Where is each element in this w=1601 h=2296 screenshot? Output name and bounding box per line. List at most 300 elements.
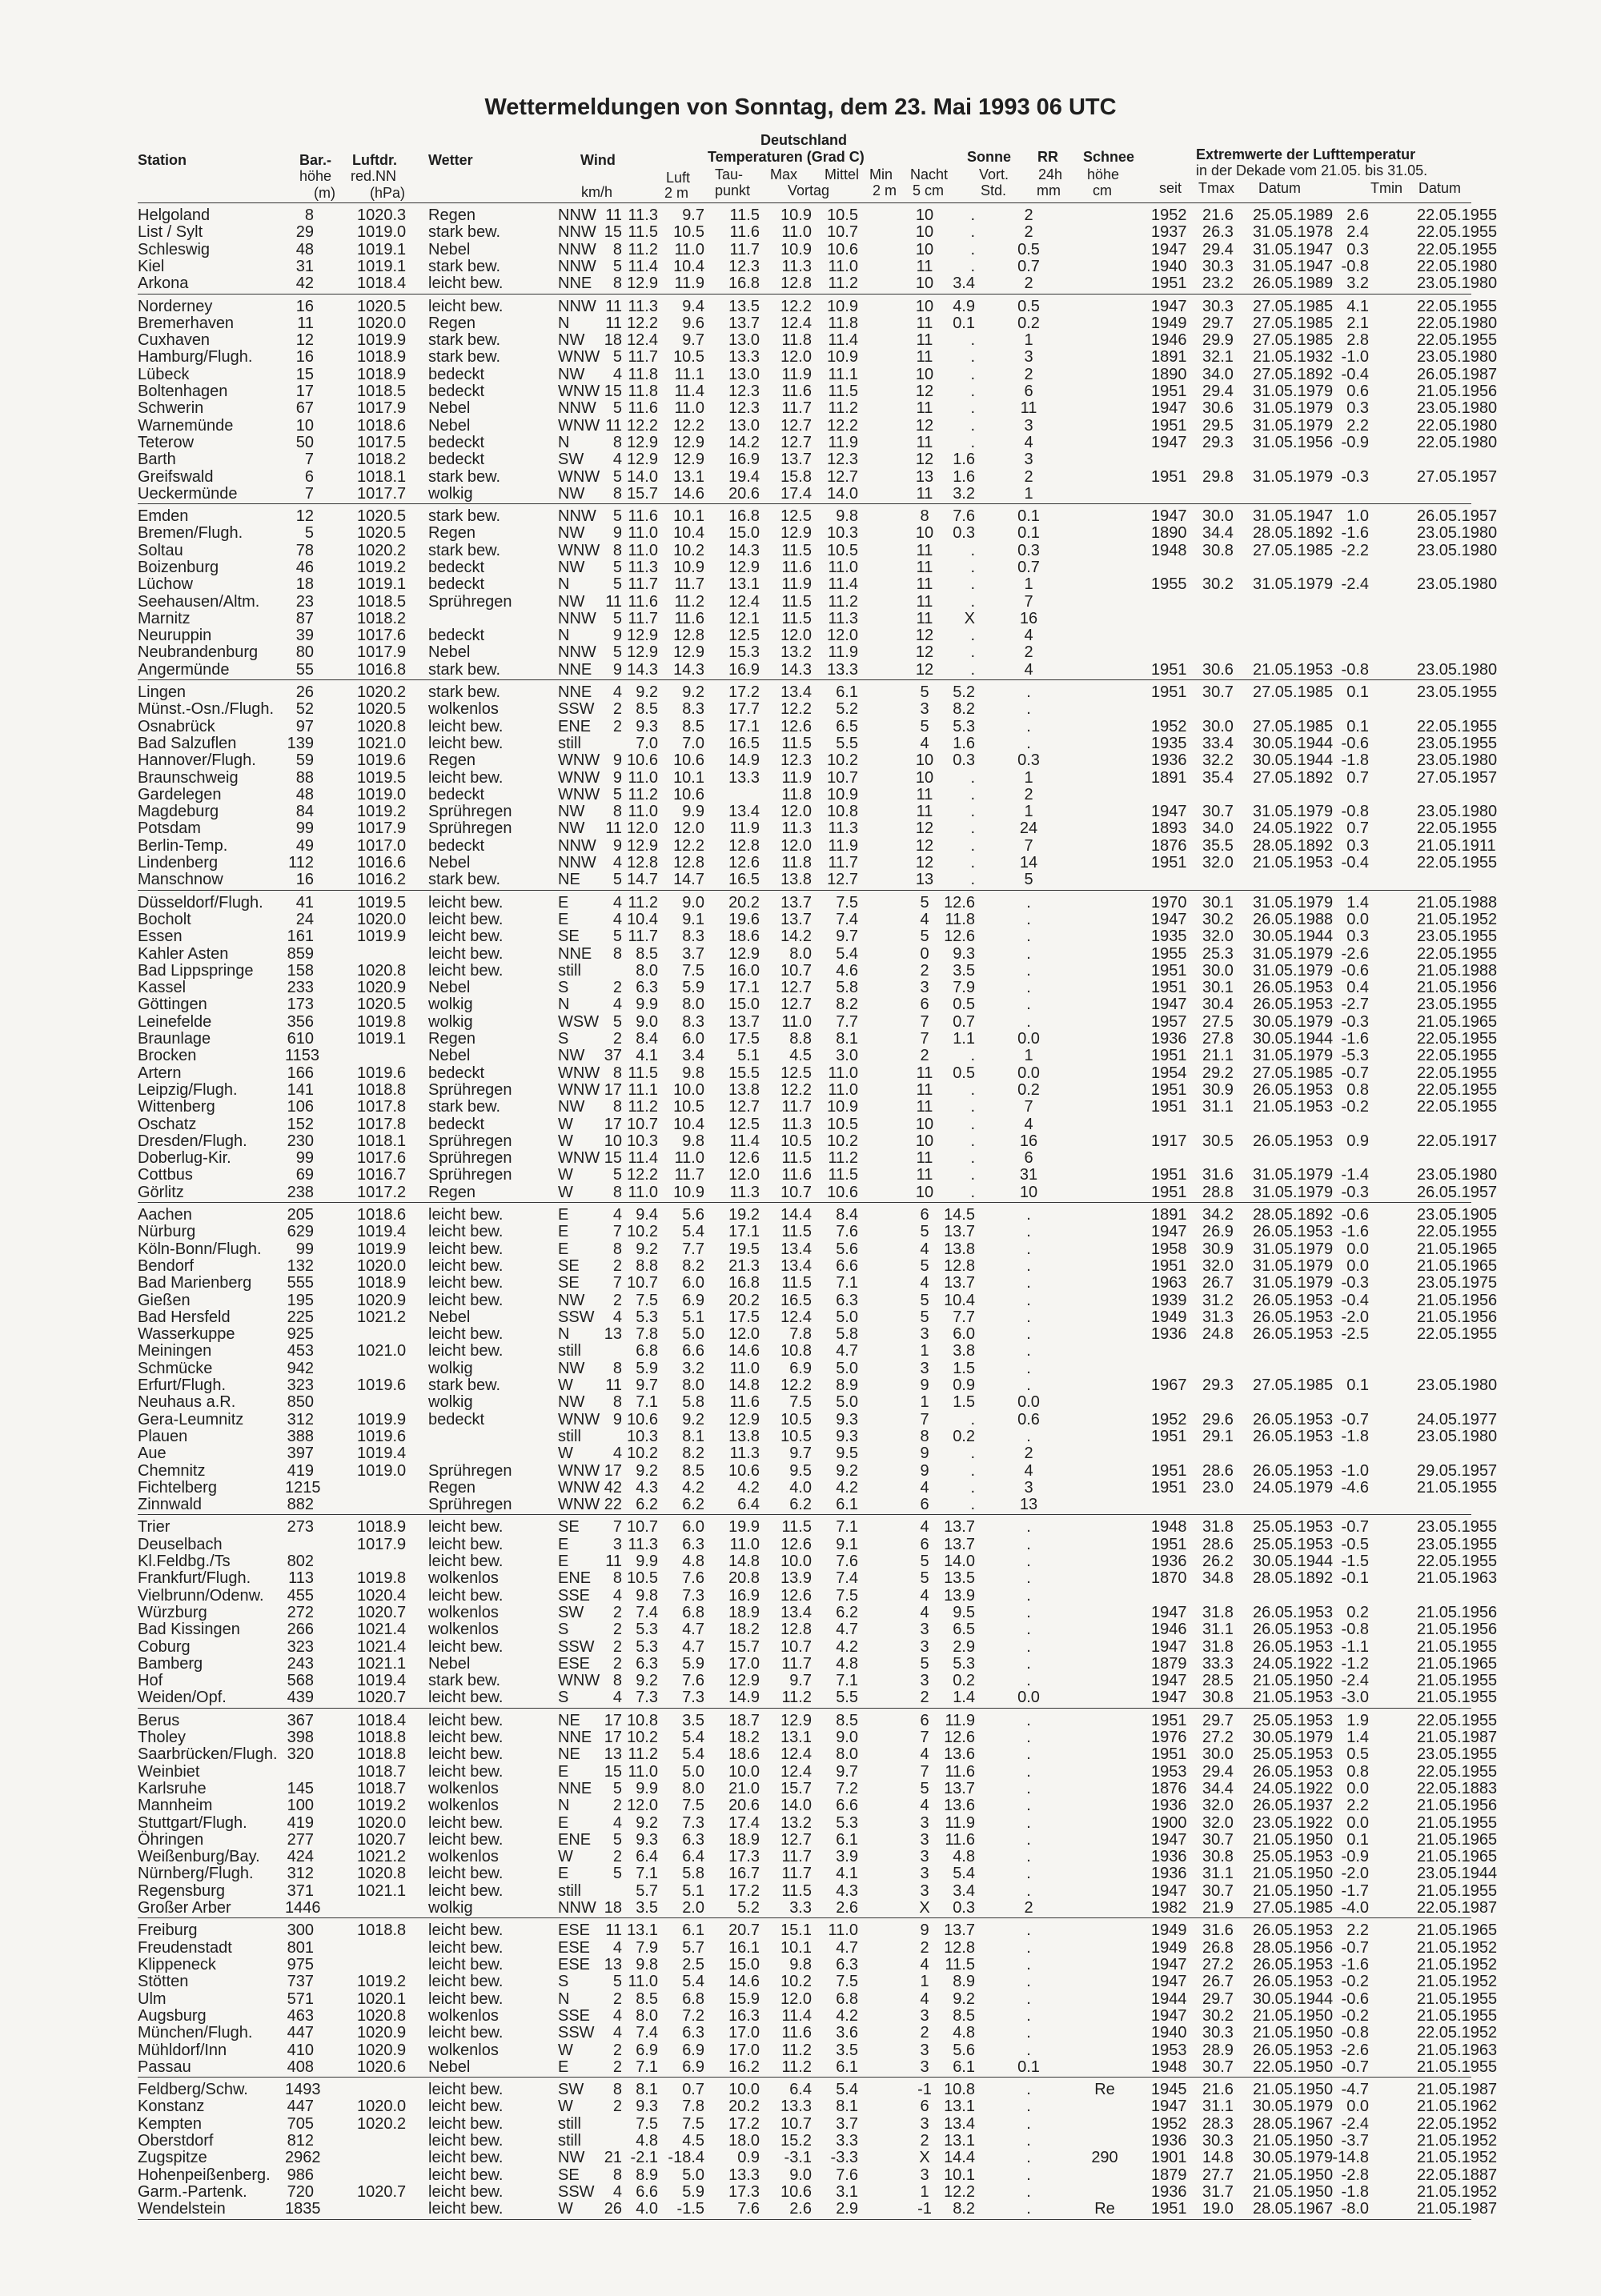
cell-mittel-vortag: 12.2 [780, 1376, 812, 1394]
cell-tmax: 30.3 [1202, 2132, 1234, 2150]
cell-seit: 1940 [1151, 258, 1187, 275]
cell-wind-richtung: NW [558, 1292, 585, 1309]
cell-wind-richtung: NNE [558, 274, 592, 292]
cell-bar-hoehe: 230 [287, 1132, 314, 1150]
cell-wind-richtung: W [558, 2098, 573, 2115]
cell-seit: 1948 [1151, 2058, 1187, 2076]
cell-station: Öhringen [138, 1831, 204, 1849]
cell-luft-2m: 11.0 [628, 542, 658, 559]
page-title: Wettermeldungen von Sonntag, dem 23. Mai 1993 06 UTC [484, 94, 1117, 120]
cell-tmax-datum: 30.05.1944 [1253, 751, 1334, 769]
cell-taupunkt: 6.3 [682, 1536, 704, 1553]
cell-nacht-5cm: 10 [915, 1116, 934, 1133]
cell-nacht-5cm: 5 [920, 1292, 929, 1309]
cell-wind-richtung: W [558, 1132, 573, 1150]
cell-nacht-5cm: 11 [916, 593, 933, 611]
cell-tmax-datum: 26.05.1953 [1253, 979, 1334, 996]
cell-sonne: 12.6 [944, 894, 975, 912]
cell-wind-richtung: ENE [558, 718, 592, 735]
cell-taupunkt: 9.2 [682, 1411, 704, 1428]
cell-wind-richtung: NNW [558, 507, 596, 525]
cell-min-2m: 11.8 [828, 315, 858, 332]
cell-sonne: . [970, 1098, 975, 1116]
cell-wetter: leicht bew. [428, 1536, 504, 1553]
cell-taupunkt: 5.4 [682, 1745, 704, 1763]
cell-nacht-5cm: -1 [917, 2200, 932, 2218]
cell-tmax: 30.7 [1202, 1831, 1234, 1849]
cell-tmin: -2.8 [1341, 2166, 1369, 2184]
cell-sonne: . [970, 1445, 975, 1462]
cell-bar-hoehe: 69 [295, 1166, 314, 1184]
cell-bar-hoehe: 29 [295, 223, 314, 241]
cell-rr-24h: . [1026, 1604, 1031, 1621]
cell-bar-hoehe: 371 [287, 1882, 314, 1900]
cell-nacht-5cm: 4 [920, 1587, 929, 1605]
cell-station: Neuruppin [138, 627, 212, 644]
cell-tmax-datum: 25.05.1953 [1253, 1518, 1334, 1536]
cell-taupunkt: 11.0 [674, 399, 704, 417]
cell-mittel-vortag: 12.0 [780, 837, 812, 855]
cell-tmax: 21.1 [1202, 1047, 1234, 1064]
cell-sonne: 5.3 [953, 718, 975, 735]
cell-rr-24h: 1 [1024, 575, 1033, 593]
cell-tmax: 24.8 [1202, 1325, 1234, 1343]
cell-bar-hoehe: 48 [295, 786, 314, 803]
cell-luft-2m: 10.2 [627, 1445, 658, 1462]
cell-nacht-5cm: 12 [915, 627, 934, 644]
cell-tmax-datum: 26.05.1953 [1253, 1132, 1334, 1150]
cell-wind-richtung: SSW [558, 1638, 595, 1656]
cell-rr-24h: 0.5 [1017, 298, 1040, 315]
cell-mittel-vortag: 12.2 [780, 700, 812, 718]
cell-min-2m: 12.2 [827, 417, 858, 435]
cell-wind-speed: 5 [612, 1831, 622, 1849]
cell-luftdruck: 1018.5 [357, 383, 407, 400]
cell-wind-speed: 15 [604, 223, 622, 241]
cell-nacht-5cm: 6 [920, 1536, 929, 1553]
cell-nacht-5cm: 3 [920, 1831, 929, 1849]
cell-sonne: 4.9 [953, 298, 975, 315]
cell-wind-richtung: NNW [558, 643, 596, 661]
cell-rr-24h: 1 [1024, 1047, 1033, 1064]
cell-luft-2m: 6.3 [636, 1655, 658, 1673]
cell-wind-richtung: NW [558, 524, 585, 542]
cell-luftdruck: 1017.6 [357, 1149, 407, 1167]
cell-min-2m: 2.9 [836, 2200, 858, 2218]
cell-tmin-datum: 21.05.1955 [1417, 2007, 1498, 2025]
cell-min-2m: 9.0 [836, 1729, 858, 1746]
cell-mittel-vortag: 6.2 [789, 1496, 812, 1513]
cell-sonne: 0.2 [953, 1672, 975, 1689]
cell-bar-hoehe: 87 [295, 610, 314, 627]
cell-wind-richtung: WNW [558, 1411, 600, 1428]
cell-station: Seehausen/Altm. [138, 593, 260, 611]
cell-rr-24h: . [1026, 1712, 1031, 1729]
cell-seit: 1952 [1151, 1411, 1187, 1428]
cell-bar-hoehe: 882 [287, 1496, 314, 1513]
cell-seit: 1951 [1151, 2200, 1187, 2218]
cell-seit: 1947 [1151, 1672, 1187, 1689]
cell-sonne: . [970, 1462, 975, 1480]
cell-taupunkt: 3.5 [682, 1712, 704, 1729]
cell-min-2m: 10.9 [827, 786, 858, 803]
cell-tmin: -0.8 [1341, 2024, 1369, 2042]
cell-luft-2m: 8.0 [636, 962, 658, 980]
cell-luft-2m: 11.7 [628, 575, 658, 593]
cell-taupunkt: 8.0 [682, 996, 704, 1013]
cell-max-vortag: 19.4 [728, 468, 760, 486]
cell-luft-2m: 11.5 [628, 1064, 658, 1082]
cell-bar-hoehe: 97 [295, 718, 314, 735]
cell-mittel-vortag: 11.7 [781, 1655, 812, 1673]
cell-max-vortag: 18.9 [728, 1604, 760, 1621]
cell-tmin: -1.4 [1341, 1166, 1369, 1184]
cell-tmin: -2.2 [1341, 542, 1369, 559]
cell-station: Weißenburg/Bay. [138, 1848, 260, 1865]
cell-wetter: stark bew. [428, 258, 501, 275]
cell-seit: 1951 [1151, 274, 1187, 292]
cell-tmin-datum: 21.05.1956 [1417, 383, 1498, 400]
cell-tmax-datum: 31.05.1979 [1253, 575, 1334, 593]
cell-station: Fichtelberg [138, 1479, 217, 1497]
cell-tmax-datum: 31.05.1978 [1253, 223, 1334, 241]
cell-sonne: 13.6 [944, 1797, 975, 1814]
cell-luft-2m: 10.6 [627, 751, 658, 769]
cell-max-vortag: 12.9 [728, 1411, 760, 1428]
cell-station: Lindenberg [138, 854, 219, 872]
cell-taupunkt: 8.1 [682, 1428, 704, 1445]
cell-tmax: 32.0 [1202, 854, 1234, 872]
cell-mittel-vortag: 11.3 [781, 258, 812, 275]
cell-luftdruck: 1019.2 [357, 1973, 407, 1990]
cell-min-2m: 11.0 [828, 1081, 858, 1099]
cell-tmin: 0.8 [1346, 1763, 1369, 1781]
cell-station: Garm.-Partenk. [138, 2183, 247, 2201]
cell-tmax-datum: 26.05.1953 [1253, 996, 1334, 1013]
header-max: Max [770, 166, 798, 182]
cell-bar-hoehe: 48 [295, 241, 314, 258]
cell-luft-2m: 15.7 [627, 485, 658, 503]
cell-mittel-vortag: 2.6 [789, 2200, 812, 2218]
cell-wind-speed: 5 [612, 399, 622, 417]
cell-max-vortag: 18.2 [728, 1621, 760, 1638]
cell-sonne: 12.6 [944, 928, 975, 945]
cell-wind-speed: 4 [612, 1445, 622, 1462]
cell-taupunkt: 13.1 [673, 468, 704, 486]
cell-wind-richtung: ESE [558, 1956, 591, 1973]
cell-tmax: 31.6 [1202, 1166, 1234, 1184]
cell-tmin: -2.6 [1341, 2042, 1369, 2059]
cell-bar-hoehe: 16 [295, 871, 314, 888]
cell-rr-24h: . [1026, 1223, 1031, 1240]
cell-tmin: 2.6 [1346, 206, 1369, 224]
cell-min-2m: 12.3 [827, 451, 858, 468]
cell-sonne: . [970, 643, 975, 661]
cell-mittel-vortag: 12.8 [780, 274, 812, 292]
cell-taupunkt: 5.9 [682, 979, 704, 996]
cell-tmin-datum: 22.05.1955 [1417, 819, 1498, 837]
cell-wetter: leicht bew. [428, 1990, 504, 2008]
cell-rr-24h: 3 [1024, 348, 1033, 366]
cell-nacht-5cm: 3 [920, 1621, 929, 1638]
cell-seit: 1970 [1151, 894, 1187, 912]
cell-station: Göttingen [138, 996, 207, 1013]
header-schneehoehe: höhe [1087, 166, 1120, 182]
cell-min-2m: 6.5 [836, 718, 858, 735]
cell-nacht-5cm: 3 [920, 1672, 929, 1689]
cell-min-2m: 11.3 [828, 610, 858, 627]
cell-min-2m: 11.0 [828, 258, 858, 275]
cell-mittel-vortag: 11.8 [781, 786, 812, 803]
cell-tmax: 31.1 [1202, 1098, 1234, 1116]
cell-tmin-datum: 22.05.1955 [1417, 1325, 1498, 1343]
cell-nacht-5cm: 3 [920, 1814, 929, 1832]
cell-tmax: 30.1 [1202, 979, 1234, 996]
cell-seit: 1944 [1151, 1990, 1187, 2008]
cell-tmin-datum: 26.05.1987 [1417, 366, 1498, 383]
cell-rr-24h: 10 [1019, 1184, 1038, 1201]
cell-bar-hoehe: 300 [287, 1921, 314, 1939]
cell-taupunkt: 9.4 [682, 298, 704, 315]
cell-tmin-datum: 21.05.1956 [1417, 979, 1498, 996]
cell-tmin-datum: 22.05.1917 [1417, 1132, 1498, 1150]
cell-max-vortag: 19.5 [728, 1240, 760, 1258]
cell-wind-richtung: still [558, 2115, 581, 2133]
cell-luft-2m: 11.3 [628, 1536, 658, 1553]
cell-station: Berlin-Temp. [138, 837, 228, 855]
cell-luft-2m: 5.7 [636, 1882, 658, 1900]
cell-sonne: 1.6 [953, 735, 975, 752]
cell-nacht-5cm: 1 [920, 2183, 929, 2201]
cell-max-vortag: 16.7 [728, 1865, 760, 1882]
cell-wind-richtung: WSW [558, 1013, 600, 1031]
cell-tmax: 30.9 [1202, 1081, 1234, 1099]
cell-tmax: 34.0 [1202, 819, 1234, 837]
cell-max-vortag: 18.6 [728, 928, 760, 945]
cell-sonne: 13.7 [944, 1518, 975, 1536]
cell-min-2m: 11.5 [828, 383, 858, 400]
cell-luftdruck: 1020.5 [357, 298, 407, 315]
cell-rr-24h: . [1026, 1814, 1031, 1832]
header-datum1: Datum [1258, 180, 1302, 196]
cell-tmin: -0.2 [1341, 2007, 1369, 2025]
cell-tmax: 30.8 [1202, 1689, 1234, 1706]
cell-seit: 1947 [1151, 996, 1187, 1013]
cell-wetter: Sprühregen [428, 1149, 512, 1167]
cell-tmax-datum: 21.05.1932 [1253, 348, 1334, 366]
cell-max-vortag: 17.0 [728, 2024, 760, 2042]
cell-wind-richtung: SW [558, 1604, 584, 1621]
cell-max-vortag: 17.4 [728, 1814, 760, 1832]
cell-station: Essen [138, 928, 183, 945]
cell-wind-speed: 8 [612, 1360, 622, 1377]
cell-taupunkt: 11.9 [674, 274, 704, 292]
cell-tmin: -2.4 [1341, 575, 1369, 593]
cell-tmax-datum: 30.05.1944 [1253, 1553, 1334, 1570]
cell-wetter: stark bew. [428, 1098, 501, 1116]
cell-wind-speed: 15 [604, 383, 622, 400]
cell-wind-speed: 2 [612, 2098, 622, 2115]
cell-sonne: 1.6 [953, 468, 975, 486]
cell-seit: 1936 [1151, 1325, 1187, 1343]
header-h24: 24h [1038, 166, 1063, 182]
cell-luftdruck: 1020.0 [357, 2098, 407, 2115]
cell-tmin-datum: 21.05.1987 [1417, 1729, 1498, 1746]
cell-min-2m: 5.5 [836, 735, 858, 752]
cell-seit: 1949 [1151, 1308, 1187, 1326]
cell-station: Artern [138, 1064, 182, 1082]
cell-taupunkt: 9.7 [682, 331, 704, 349]
cell-sonne: 2.9 [953, 1638, 975, 1656]
cell-nacht-5cm: -1 [917, 2081, 932, 2098]
cell-min-2m: 4.1 [836, 1865, 858, 1882]
cell-tmin: 0.4 [1346, 979, 1369, 996]
cell-station: Deuselbach [138, 1536, 223, 1553]
cell-nacht-5cm: 12 [915, 819, 934, 837]
cell-wetter: leicht bew. [428, 1973, 504, 1990]
cell-sonne: 13.4 [944, 2115, 975, 2133]
cell-max-vortag: 17.2 [728, 1882, 760, 1900]
cell-mittel-vortag: 12.9 [780, 524, 812, 542]
cell-tmax: 27.2 [1202, 1729, 1234, 1746]
cell-rr-24h: 13 [1019, 1496, 1038, 1513]
cell-max-vortag: 6.4 [737, 1496, 760, 1513]
cell-mittel-vortag: 11.2 [781, 2042, 812, 2059]
cell-max-vortag: 12.7 [728, 1098, 760, 1116]
cell-sonne: 5.2 [953, 683, 975, 701]
cell-rr-24h: . [1026, 2200, 1031, 2218]
cell-bar-hoehe: 233 [287, 979, 314, 996]
cell-bar-hoehe: 398 [287, 1729, 314, 1746]
cell-luftdruck: 1019.1 [357, 1030, 407, 1048]
cell-mittel-vortag: 7.5 [789, 1393, 812, 1411]
cell-tmin-datum: 23.05.1955 [1417, 735, 1498, 752]
cell-wetter: stark bew. [428, 507, 501, 525]
cell-bar-hoehe: 55 [295, 661, 314, 679]
cell-sonne: 9.5 [953, 1604, 975, 1621]
cell-tmax-datum: 31.05.1979 [1253, 1166, 1334, 1184]
cell-bar-hoehe: 17 [295, 383, 314, 400]
cell-tmin-datum: 21.05.1988 [1417, 894, 1498, 912]
cell-wind-richtung: SE [558, 1274, 580, 1292]
cell-seit: 1951 [1151, 1479, 1187, 1497]
cell-sonne: 13.1 [944, 2132, 975, 2150]
cell-wind-richtung: NNW [558, 837, 596, 855]
cell-tmax-datum: 26.05.1953 [1253, 1411, 1334, 1428]
cell-nacht-5cm: 10 [915, 751, 934, 769]
cell-luft-2m: 9.3 [636, 718, 658, 735]
cell-wetter: Regen [428, 751, 475, 769]
cell-tmax: 26.7 [1202, 1274, 1234, 1292]
cell-max-vortag: 21.3 [728, 1257, 760, 1275]
cell-wind-speed: 11 [605, 1376, 622, 1394]
cell-tmax: 31.8 [1202, 1638, 1234, 1656]
cell-wind-speed: 17 [604, 1116, 622, 1133]
cell-nacht-5cm: 3 [920, 1865, 929, 1882]
cell-seit: 1952 [1151, 718, 1187, 735]
cell-wind-richtung: WNW [558, 1496, 600, 1513]
cell-rr-24h: 2 [1024, 1445, 1033, 1462]
cell-bar-hoehe: 802 [287, 1553, 314, 1570]
cell-min-2m: 6.6 [836, 1257, 858, 1275]
cell-mittel-vortag: 11.5 [781, 1274, 812, 1292]
cell-tmin-datum: 27.05.1957 [1417, 769, 1498, 787]
cell-bar-hoehe: 424 [287, 1848, 314, 1865]
cell-nacht-5cm: 13 [915, 871, 934, 888]
cell-min-2m: 11.2 [828, 593, 858, 611]
cell-max-vortag: 20.8 [728, 1569, 760, 1587]
cell-station: Freudenstadt [138, 1939, 232, 1957]
cell-sonne: . [970, 871, 975, 888]
cell-rr-24h: 1 [1024, 769, 1033, 787]
cell-min-2m: 3.6 [836, 2024, 858, 2042]
cell-luft-2m: 9.3 [636, 2098, 658, 2115]
cell-mittel-vortag: 11.9 [781, 769, 812, 787]
header-bar1: Bar.- [299, 152, 332, 168]
cell-wetter: wolkenlos [428, 1780, 499, 1797]
cell-tmin-datum: 22.05.1980 [1417, 434, 1498, 451]
cell-sonne: . [970, 1116, 975, 1133]
cell-station: List / Sylt [138, 223, 203, 241]
header-wetter: Wetter [428, 152, 473, 168]
cell-seit: 1949 [1151, 315, 1187, 332]
cell-tmin: -1.6 [1341, 1030, 1369, 1048]
cell-nacht-5cm: 4 [920, 1745, 929, 1763]
cell-wind-richtung: W [558, 1445, 573, 1462]
cell-luftdruck: 1020.7 [357, 1689, 407, 1706]
cell-taupunkt: 8.3 [682, 700, 704, 718]
cell-taupunkt: 10.4 [673, 524, 704, 542]
cell-min-2m: 3.5 [836, 2042, 858, 2059]
cell-station: Mühldorf/Inn [138, 2042, 227, 2059]
cell-tmin: -0.8 [1341, 1621, 1369, 1638]
cell-max-vortag: 14.8 [728, 1553, 760, 1570]
cell-rr-24h: . [1026, 683, 1031, 701]
cell-taupunkt: 7.5 [682, 962, 704, 980]
cell-wetter: stark bew. [428, 661, 501, 679]
cell-seit: 1936 [1151, 1865, 1187, 1882]
cell-sonne: 7.6 [953, 507, 975, 525]
cell-luftdruck: 1020.5 [357, 996, 407, 1013]
cell-nacht-5cm: 5 [920, 1257, 929, 1275]
cell-min-2m: 4.2 [836, 1479, 858, 1497]
cell-tmin-datum: 22.05.1955 [1417, 241, 1498, 258]
cell-tmax-datum: 31.05.1979 [1253, 894, 1334, 912]
cell-min-2m: 6.3 [836, 1292, 858, 1309]
cell-wetter: leicht bew. [428, 1831, 504, 1849]
cell-bar-hoehe: 975 [287, 1956, 314, 1973]
cell-wetter: Nebel [428, 1047, 471, 1064]
cell-wind-richtung: NW [558, 366, 585, 383]
cell-tmin: 0.0 [1346, 1257, 1369, 1275]
cell-rr-24h: 4 [1024, 1116, 1033, 1133]
cell-bar-hoehe: 39 [295, 627, 314, 644]
cell-rr-24h: 14 [1019, 854, 1038, 872]
cell-wetter: leicht bew. [428, 1763, 504, 1781]
cell-tmax-datum: 31.05.1979 [1253, 962, 1334, 980]
cell-seit: 1879 [1151, 1655, 1187, 1673]
cell-rr-24h: . [1026, 1342, 1031, 1360]
cell-nacht-5cm: 3 [920, 1638, 929, 1656]
cell-rr-24h: . [1026, 1325, 1031, 1343]
cell-seit: 1947 [1151, 2007, 1187, 2025]
cell-tmin-datum: 22.05.1980 [1417, 258, 1498, 275]
cell-tmin-datum: 22.05.1955 [1417, 1223, 1498, 1240]
cell-tmin: -0.5 [1341, 1536, 1369, 1553]
cell-tmax: 32.0 [1202, 928, 1234, 945]
cell-luft-2m: 7.4 [636, 2024, 658, 2042]
cell-mittel-vortag: 11.8 [781, 854, 812, 872]
